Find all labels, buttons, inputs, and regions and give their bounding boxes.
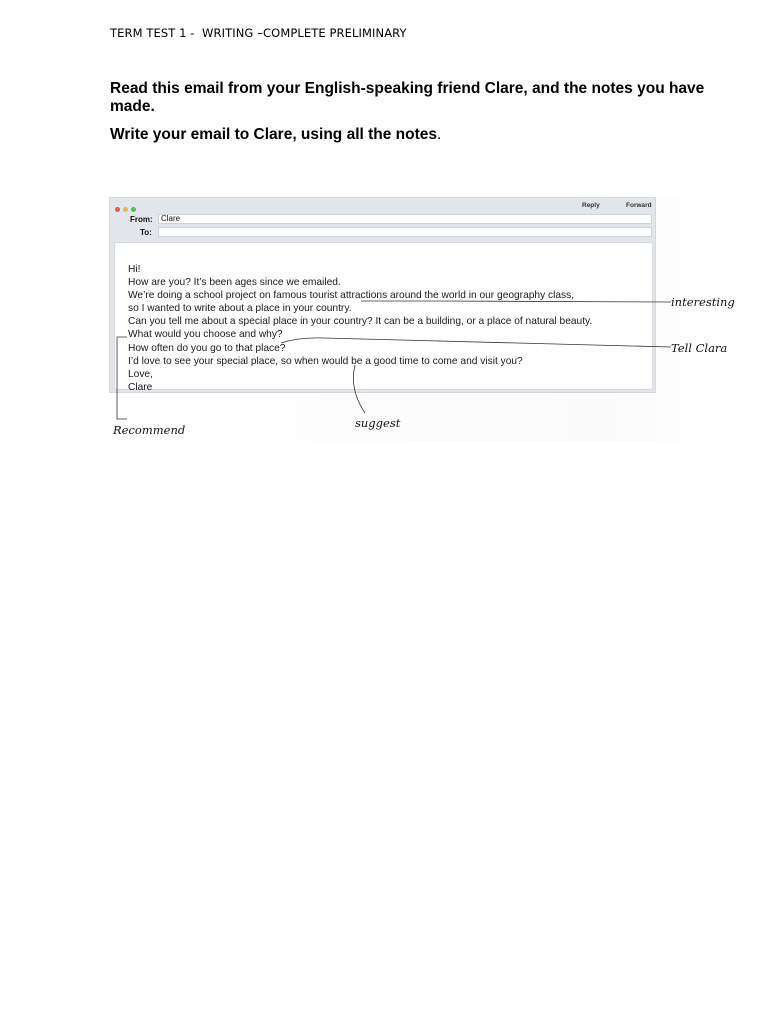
email-line: I’d love to see your special place, so when would be a good time to come and visit you? — [128, 355, 523, 367]
recommend-pointer — [117, 337, 127, 419]
note-suggest: suggest — [355, 416, 401, 430]
document-header: TERM TEST 1 - WRITING –COMPLETE PRELIMINARY — [110, 26, 407, 40]
instruction-write-email — [110, 126, 725, 144]
instruction-write-period: . — [437, 126, 442, 143]
instruction-write-text: Write your email to Clare, using all the notes — [110, 126, 438, 143]
from-field[interactable]: Clare — [158, 214, 652, 224]
instruction-read-email: Read this email from your English-speaking friend Clare, and the notes you have made. — [110, 80, 705, 115]
email-line: How are you? It’s been ages since we emailed. — [128, 277, 341, 289]
email-line: What would you choose and why? — [128, 329, 283, 341]
email-line: We’re doing a school project on famous tourist attractions around the world in our geography class, — [128, 290, 575, 302]
email-line: Can you tell me about a special place in your country? It can be a building, or a place of natural beauty. — [128, 316, 593, 328]
email-line-signature: Clare — [128, 381, 153, 393]
email-line-greeting: Hi! — [128, 264, 141, 275]
to-label: To: — [140, 228, 152, 237]
interesting-pointer — [361, 301, 671, 302]
email-line: so I wanted to write about a place in your country. — [128, 303, 352, 315]
from-label: From: — [130, 215, 153, 224]
suggest-pointer — [353, 365, 365, 413]
tell-clara-pointer — [281, 338, 671, 347]
annotation-lines — [109, 197, 749, 447]
reply-button[interactable]: Reply — [582, 202, 600, 209]
email-figure — [109, 197, 749, 447]
forward-button[interactable]: Forward — [626, 202, 652, 209]
note-interesting: interesting — [671, 295, 735, 309]
email-line-signoff: Love, — [128, 368, 153, 380]
note-recommend: Recommend — [113, 423, 186, 437]
email-line: How often do you go to that place? — [128, 342, 286, 354]
note-tell-clara: Tell Clara — [671, 341, 728, 355]
